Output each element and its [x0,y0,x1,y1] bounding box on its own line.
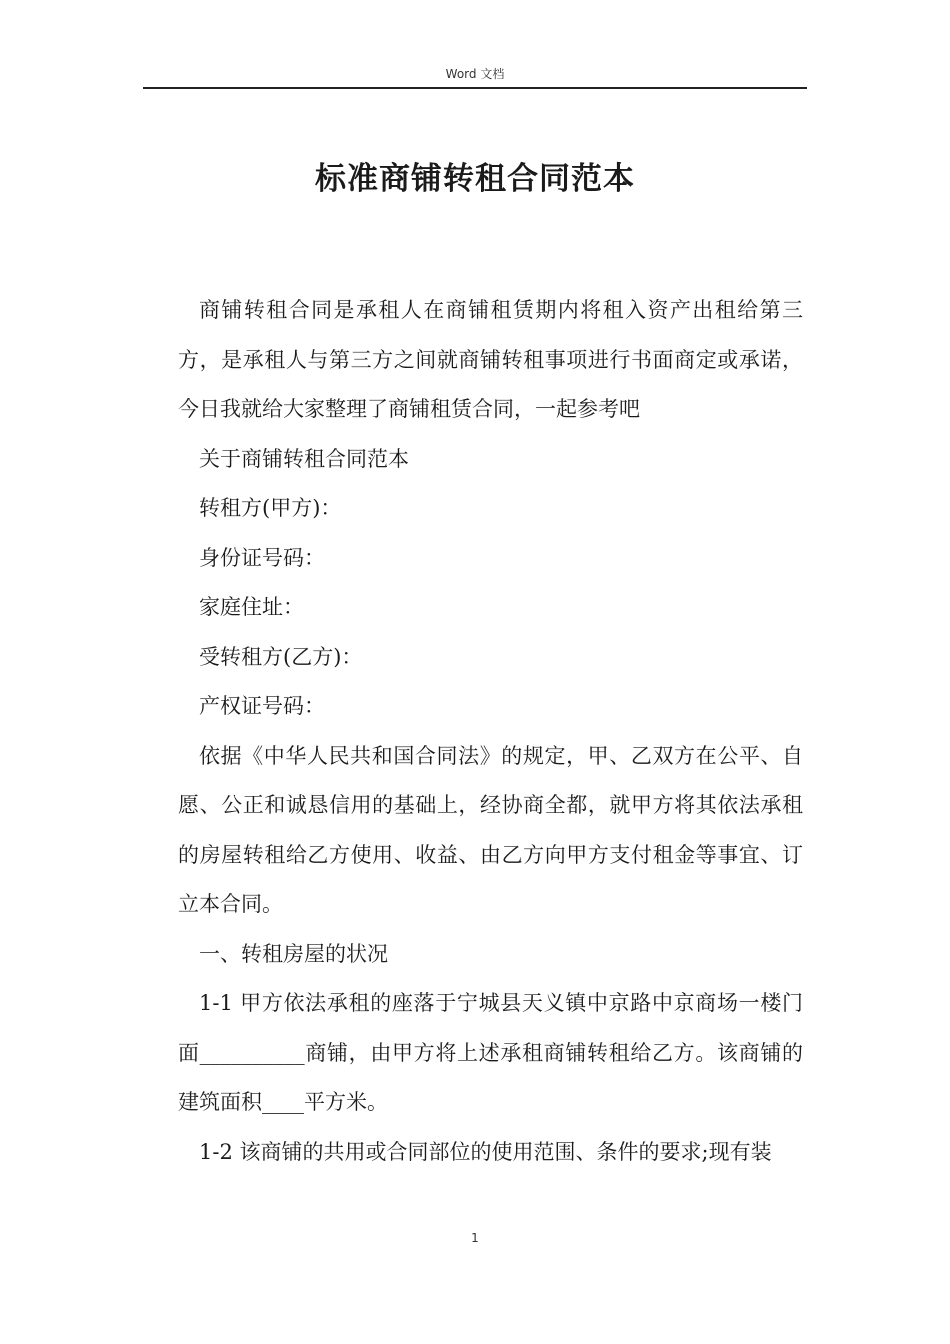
page-number: 1 [471,1231,479,1245]
contract-heading: 关于商铺转租合同范本 [199,446,409,471]
intro-paragraph: 商铺转租合同是承租人在商铺租赁期内将租入资产出租给第三方，是承租人与第三方之间就商铺转租事项进行书面商定或承诺，今日我就给大家整理了商铺租赁合同，一起参考吧 [178,298,803,421]
header-divider [143,87,807,89]
clause-1-1: 1-1 甲方依法承租的座落于宁城县天义镇中京路中京商场一楼门面__________商铺，由甲方将上述承租商铺转租给乙方。该商铺的建筑面积____平方米。 [178,991,803,1114]
page-header: Word 文档 [445,67,505,81]
document-title: 标准商铺转租合同范本 [315,161,635,197]
sublessee-field: 受转租方(乙方)： [199,644,363,669]
legal-basis-paragraph: 依据《中华人民共和国合同法》的规定，甲、乙双方在公平、自愿、公正和诚恳信用的基础上，经协商全都，就甲方将其依法承租的房屋转租给乙方使用、收益、由乙方向甲方支付租金等事宜、订立本合同。 [178,743,803,916]
section-heading-1: 一、转租房屋的状况 [199,941,388,966]
property-cert-field: 产权证号码： [199,694,325,718]
home-address-field: 家庭住址： [199,595,304,619]
document-body [178,286,803,1177]
id-number-field: 身份证号码： [199,545,325,570]
clause-1-2: 1-2 该商铺的共用或合同部位的使用范围、条件的要求;现有装 [199,1139,772,1164]
sublessor-field: 转租方(甲方)： [199,496,342,520]
